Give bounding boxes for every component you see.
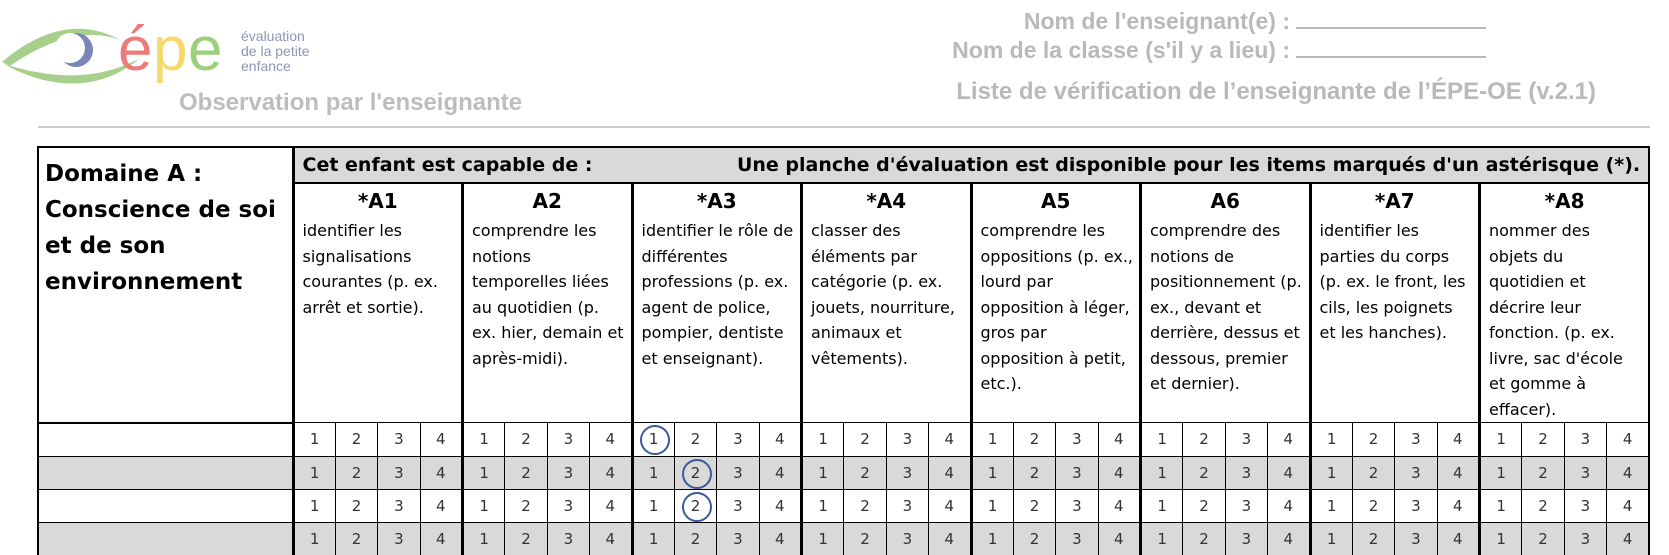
rating-option[interactable]: 4 xyxy=(929,522,971,555)
rating-option[interactable]: 3 xyxy=(1056,423,1098,457)
child-name-cell[interactable] xyxy=(38,489,293,522)
capability-right: Une planche d'évaluation est disponible pour les items marqués d'un astérisque (*). xyxy=(736,154,1641,176)
rating-option[interactable]: 3 xyxy=(717,522,759,555)
page-header xyxy=(0,0,1669,130)
logo-sub-line: enfance xyxy=(241,58,291,74)
rating-option[interactable]: 1 xyxy=(463,489,505,522)
rating-option[interactable]: 4 xyxy=(1437,456,1479,489)
rating-option[interactable]: 4 xyxy=(1098,522,1140,555)
rating-option[interactable]: 4 xyxy=(929,423,971,457)
rating-option[interactable]: 4 xyxy=(1607,423,1649,457)
rating-option[interactable]: 1 xyxy=(1480,456,1522,489)
item-description: classer des éléments par catégorie (p. ex. jouets, nourriture, animaux et vêtements). xyxy=(802,218,972,423)
rating-option[interactable]: 2 xyxy=(1522,522,1564,555)
rating-row xyxy=(38,489,1649,522)
svg-text:p: p xyxy=(153,15,188,84)
rating-option[interactable]: 4 xyxy=(1607,489,1649,522)
item-description: comprendre les notions temporelles liées au quotidien (p. ex. hier, demain et après-midi). xyxy=(463,218,633,423)
rating-option[interactable]: 2 xyxy=(335,456,377,489)
teacher-label: Nom de l'enseignant(e) : xyxy=(1023,8,1290,34)
rating-option[interactable]: 4 xyxy=(1607,456,1649,489)
rating-option[interactable]: 1 xyxy=(293,489,335,522)
rating-option[interactable]: 2 xyxy=(1013,456,1055,489)
item-description: nommer des objets du quotidien et décrire leur fonction. (p. ex. livre, sac d'école et gomme à effacer). xyxy=(1480,218,1650,423)
rating-option[interactable]: 4 xyxy=(1098,489,1140,522)
rating-option[interactable]: 3 xyxy=(378,522,420,555)
rating-option[interactable]: 4 xyxy=(759,522,801,555)
rating-option[interactable]: 4 xyxy=(1268,522,1310,555)
rating-option[interactable]: 2 xyxy=(505,489,547,522)
rating-option[interactable]: 1 xyxy=(1480,522,1522,555)
rating-option[interactable]: 2 xyxy=(1522,489,1564,522)
checklist-table xyxy=(37,146,1650,555)
item-code: A2 xyxy=(463,183,633,218)
rating-option[interactable]: 2 xyxy=(1352,522,1394,555)
rating-option[interactable]: 1 xyxy=(293,456,335,489)
rating-option[interactable]: 3 xyxy=(1395,456,1437,489)
teacher-name-field[interactable] xyxy=(1024,8,1486,35)
rating-option[interactable]: 4 xyxy=(590,423,632,457)
rating-option[interactable]: 2 xyxy=(844,423,886,457)
rating-option[interactable]: 3 xyxy=(1395,489,1437,522)
rating-option[interactable]: 3 xyxy=(547,456,589,489)
child-name-cell[interactable] xyxy=(38,522,293,555)
logo-sub-line: évaluation xyxy=(241,28,305,44)
rating-option[interactable]: 1 xyxy=(802,522,844,555)
rating-option[interactable]: 1 xyxy=(1310,522,1352,555)
rating-option[interactable]: 4 xyxy=(1437,522,1479,555)
rating-option[interactable]: 3 xyxy=(886,489,928,522)
svg-text:é: é xyxy=(118,15,153,84)
rating-option[interactable]: 4 xyxy=(590,489,632,522)
rating-option[interactable]: 2 xyxy=(505,423,547,457)
rating-option[interactable]: 4 xyxy=(1268,489,1310,522)
rating-option[interactable]: 2 xyxy=(674,489,716,522)
rating-option[interactable]: 1 xyxy=(1310,489,1352,522)
rating-row xyxy=(38,456,1649,489)
rating-option[interactable]: 4 xyxy=(1098,423,1140,457)
rating-option[interactable]: 1 xyxy=(1310,423,1352,457)
rating-option[interactable]: 4 xyxy=(1437,489,1479,522)
rating-option[interactable]: 3 xyxy=(886,456,928,489)
rating-option[interactable]: 4 xyxy=(929,489,971,522)
rating-option[interactable]: 1 xyxy=(1310,456,1352,489)
rating-option[interactable]: 2 xyxy=(1183,489,1225,522)
rating-option[interactable]: 3 xyxy=(547,522,589,555)
rating-option[interactable]: 3 xyxy=(1564,522,1606,555)
rating-option[interactable]: 4 xyxy=(759,456,801,489)
rating-option[interactable]: 2 xyxy=(674,456,716,489)
rating-option[interactable]: 2 xyxy=(335,489,377,522)
class-label: Nom de la classe (s'il y a lieu) : xyxy=(952,37,1290,63)
rating-option[interactable]: 2 xyxy=(1183,522,1225,555)
rating-option[interactable]: 1 xyxy=(1141,522,1183,555)
rating-option[interactable]: 4 xyxy=(929,456,971,489)
rating-option[interactable]: 3 xyxy=(1225,522,1267,555)
item-code: *A8 xyxy=(1480,183,1650,218)
rating-option[interactable]: 2 xyxy=(844,456,886,489)
rating-option[interactable]: 4 xyxy=(420,489,462,522)
rating-option[interactable]: 1 xyxy=(802,489,844,522)
item-code: *A3 xyxy=(632,183,802,218)
rating-row xyxy=(38,423,1649,457)
item-code: *A4 xyxy=(802,183,972,218)
rating-option[interactable]: 2 xyxy=(335,423,377,457)
rating-option[interactable]: 2 xyxy=(844,489,886,522)
item-description: identifier les parties du corps (p. ex. le front, les cils, les poignets et les hanches). xyxy=(1310,218,1480,423)
domain-title: Domaine A : Conscience de soi et de son environnement xyxy=(38,147,293,423)
rating-option[interactable]: 3 xyxy=(1395,522,1437,555)
rating-option[interactable]: 1 xyxy=(1141,456,1183,489)
rating-option[interactable]: 2 xyxy=(1013,423,1055,457)
rating-option[interactable]: 4 xyxy=(420,423,462,457)
rating-option[interactable]: 2 xyxy=(505,522,547,555)
rating-option[interactable]: 2 xyxy=(674,423,716,457)
item-description: comprendre les oppositions (p. ex., lourd par opposition à léger, gros par opposition à petit, etc.). xyxy=(971,218,1141,423)
child-name-cell[interactable] xyxy=(38,456,293,489)
rating-option[interactable]: 1 xyxy=(971,456,1013,489)
rating-option[interactable]: 4 xyxy=(590,522,632,555)
class-blank[interactable] xyxy=(1296,38,1486,58)
capability-left: Cet enfant est capable de : xyxy=(302,154,593,176)
rating-option[interactable]: 2 xyxy=(1522,456,1564,489)
logo-subtitle xyxy=(241,29,310,74)
rating-option[interactable]: 1 xyxy=(1480,489,1522,522)
rating-option[interactable]: 1 xyxy=(632,456,674,489)
rating-option[interactable]: 3 xyxy=(547,489,589,522)
rating-option[interactable]: 1 xyxy=(971,522,1013,555)
rating-option[interactable]: 2 xyxy=(1013,489,1055,522)
rating-option[interactable]: 1 xyxy=(632,522,674,555)
rating-option[interactable]: 1 xyxy=(293,423,335,457)
rating-option[interactable]: 4 xyxy=(420,522,462,555)
rating-option[interactable]: 3 xyxy=(1564,489,1606,522)
rating-option[interactable]: 2 xyxy=(844,522,886,555)
rating-option[interactable]: 1 xyxy=(463,456,505,489)
rating-option[interactable]: 1 xyxy=(632,489,674,522)
rating-option[interactable]: 3 xyxy=(1225,423,1267,457)
rating-option[interactable]: 1 xyxy=(293,522,335,555)
rating-option[interactable]: 4 xyxy=(1098,456,1140,489)
child-name-cell[interactable] xyxy=(38,423,293,457)
rating-option[interactable]: 4 xyxy=(759,489,801,522)
rating-option[interactable]: 3 xyxy=(717,423,759,457)
rating-option[interactable]: 3 xyxy=(717,456,759,489)
rating-option[interactable]: 1 xyxy=(802,423,844,457)
rating-option[interactable]: 2 xyxy=(335,522,377,555)
rating-option[interactable]: 2 xyxy=(1183,456,1225,489)
class-name-field[interactable] xyxy=(952,37,1486,64)
rating-option[interactable]: 1 xyxy=(632,423,674,457)
rating-option[interactable]: 2 xyxy=(1352,423,1394,457)
rating-option[interactable]: 3 xyxy=(1056,456,1098,489)
svg-text:e: e xyxy=(188,15,223,84)
rating-option[interactable]: 3 xyxy=(1056,489,1098,522)
rating-option[interactable]: 1 xyxy=(1141,489,1183,522)
rating-option[interactable]: 3 xyxy=(378,423,420,457)
rating-option[interactable]: 2 xyxy=(1352,456,1394,489)
rating-option[interactable]: 2 xyxy=(1352,489,1394,522)
checklist-title: Liste de vérification de l’enseignante de l’ÉPE-OE (v.2.1) xyxy=(956,78,1596,105)
rating-option[interactable]: 1 xyxy=(1141,423,1183,457)
teacher-blank[interactable] xyxy=(1296,9,1486,29)
rating-option[interactable]: 3 xyxy=(378,456,420,489)
rating-option[interactable]: 3 xyxy=(1564,423,1606,457)
rating-option[interactable]: 1 xyxy=(971,423,1013,457)
rating-option[interactable]: 3 xyxy=(886,522,928,555)
rating-option[interactable]: 1 xyxy=(463,522,505,555)
rating-row xyxy=(38,522,1649,555)
rating-option[interactable]: 1 xyxy=(971,489,1013,522)
rating-option[interactable]: 4 xyxy=(1268,456,1310,489)
item-code: *A1 xyxy=(293,183,463,218)
item-code: A5 xyxy=(971,183,1141,218)
header-divider xyxy=(38,126,1650,128)
item-code: A6 xyxy=(1141,183,1311,218)
rating-option[interactable]: 2 xyxy=(1522,423,1564,457)
rating-option[interactable]: 4 xyxy=(590,456,632,489)
rating-option[interactable]: 3 xyxy=(1056,522,1098,555)
item-description: identifier les signalisations courantes (p. ex. arrêt et sortie). xyxy=(293,218,463,423)
observation-title: Observation par l'enseignante xyxy=(179,89,523,116)
rating-option[interactable]: 3 xyxy=(1395,423,1437,457)
rating-option[interactable]: 1 xyxy=(802,456,844,489)
item-code: *A7 xyxy=(1310,183,1480,218)
rating-option[interactable]: 3 xyxy=(378,489,420,522)
rating-option[interactable]: 2 xyxy=(505,456,547,489)
rating-option[interactable]: 3 xyxy=(1564,456,1606,489)
rating-option[interactable]: 1 xyxy=(1480,423,1522,457)
rating-option[interactable]: 4 xyxy=(420,456,462,489)
item-description: comprendre des notions de positionnement (p. ex., devant et derrière, dessus et dessous, premier et dernier). xyxy=(1141,218,1311,423)
rating-option[interactable]: 3 xyxy=(1225,456,1267,489)
rating-option[interactable]: 3 xyxy=(547,423,589,457)
rating-option[interactable]: 2 xyxy=(1013,522,1055,555)
rating-option[interactable]: 4 xyxy=(1268,423,1310,457)
rating-option[interactable]: 3 xyxy=(717,489,759,522)
rating-option[interactable]: 3 xyxy=(886,423,928,457)
item-description: identifier le rôle de différentes professions (p. ex. agent de police, pompier, dentiste et enseignant). xyxy=(632,218,802,423)
rating-option[interactable]: 4 xyxy=(759,423,801,457)
capability-bar xyxy=(293,147,1649,183)
rating-option[interactable]: 4 xyxy=(1607,522,1649,555)
rating-option[interactable]: 2 xyxy=(674,522,716,555)
rating-option[interactable]: 1 xyxy=(463,423,505,457)
rating-option[interactable]: 2 xyxy=(1183,423,1225,457)
logo-sub-line: de la petite xyxy=(241,43,310,59)
rating-option[interactable]: 4 xyxy=(1437,423,1479,457)
rating-option[interactable]: 3 xyxy=(1225,489,1267,522)
